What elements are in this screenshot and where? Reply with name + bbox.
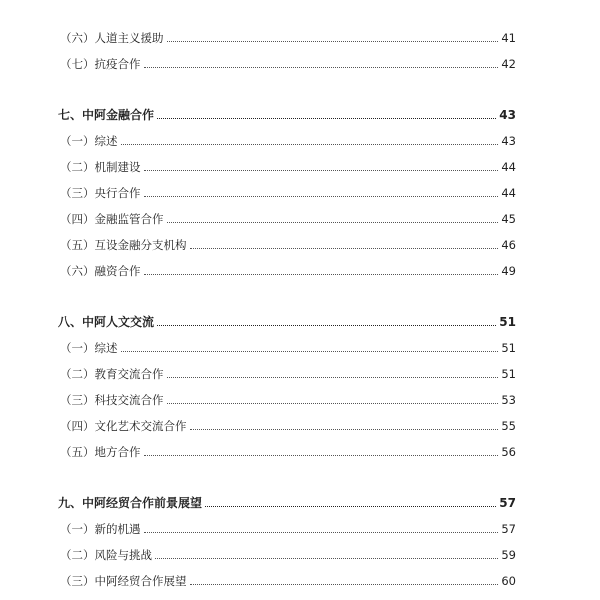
toc-entry-page: 45 [501,212,516,226]
toc-entry[interactable] [58,233,516,253]
dot-leader [190,428,499,430]
toc-entry[interactable] [58,26,516,46]
toc-entry[interactable] [58,155,516,175]
toc-chapter-title: 八、中阿人文交流 [58,315,155,329]
toc-entry-page: 41 [501,31,516,45]
toc-entry-label: （七）抗疫合作 [60,57,141,71]
toc-entry[interactable] [58,207,516,227]
dot-leader [144,195,499,197]
toc-entry[interactable] [58,414,516,434]
toc-entry-page: 57 [501,522,516,536]
toc-chapter-title: 七、中阿金融合作 [58,108,155,122]
toc-entry-label: （一）综述 [60,134,118,148]
dot-leader [167,376,499,378]
toc-entry-label: （六）融资合作 [60,264,141,278]
toc-entry[interactable] [58,362,516,382]
toc-chapter-9[interactable] [58,491,516,511]
dot-leader [157,117,496,119]
toc-entry-page: 44 [501,186,516,200]
dot-leader [167,221,499,223]
toc-entry-page: 43 [501,134,516,148]
toc-entry-label: （六）人道主义援助 [60,31,164,45]
toc-entry-label: （三）科技交流合作 [60,393,164,407]
toc-chapter-page: 51 [499,315,516,329]
toc-entry-label: （三）中阿经贸合作展望 [60,574,187,588]
dot-leader [205,505,496,507]
dot-leader [190,247,499,249]
toc-entry-page: 42 [501,57,516,71]
dot-leader [144,273,499,275]
toc-entry-label: （二）风险与挑战 [60,548,152,562]
toc-chapter-page: 43 [499,108,516,122]
toc-entry-page: 46 [501,238,516,252]
toc-entry-page: 53 [501,393,516,407]
dot-leader [155,557,498,559]
toc-entry[interactable] [58,569,516,589]
toc-entry-page: 51 [501,341,516,355]
toc-entry[interactable] [58,259,516,279]
toc-entry-label: （五）互设金融分支机构 [60,238,187,252]
dot-leader [121,350,499,352]
dot-leader [167,402,499,404]
toc-chapter-7[interactable] [58,103,516,123]
toc-entry-page: 59 [501,548,516,562]
toc-entry[interactable] [58,129,516,149]
toc-entry-label: （四）金融监管合作 [60,212,164,226]
dot-leader [157,324,496,326]
toc-entry-label: （二）教育交流合作 [60,367,164,381]
toc-entry[interactable] [58,543,516,563]
toc-entry[interactable] [58,440,516,460]
toc-entry-page: 55 [501,419,516,433]
toc-chapter-page: 57 [499,496,516,510]
toc-entry-label: （一）新的机遇 [60,522,141,536]
toc-entry-label: （一）综述 [60,341,118,355]
toc-chapter-8[interactable] [58,310,516,330]
toc-entry-page: 44 [501,160,516,174]
dot-leader [121,143,499,145]
toc-entry-page: 60 [501,574,516,588]
toc-entry-label: （二）机制建设 [60,160,141,174]
dot-leader [190,583,499,585]
dot-leader [144,531,499,533]
dot-leader [167,40,499,42]
toc-entry[interactable] [58,388,516,408]
toc-entry-page: 56 [501,445,516,459]
toc-entry[interactable] [58,336,516,356]
toc-chapter-title: 九、中阿经贸合作前景展望 [58,496,203,510]
toc-entry-label: （三）央行合作 [60,186,141,200]
toc-entry[interactable] [58,52,516,72]
toc-entry-label: （五）地方合作 [60,445,141,459]
toc-entry[interactable] [58,181,516,201]
toc-entry-page: 51 [501,367,516,381]
dot-leader [144,169,499,171]
dot-leader [144,66,499,68]
toc-entry-label: （四）文化艺术交流合作 [60,419,187,433]
toc-entry[interactable] [58,517,516,537]
toc-entry-page: 49 [501,264,516,278]
dot-leader [144,454,499,456]
